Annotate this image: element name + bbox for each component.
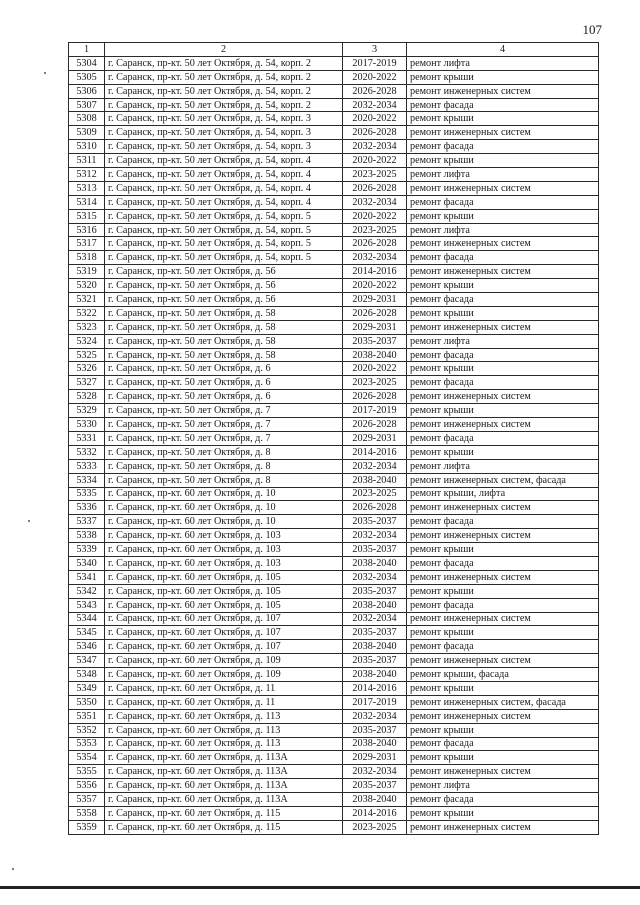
cell-work-type: ремонт крыши [407, 723, 599, 737]
cell-number: 5353 [69, 737, 105, 751]
table-row [69, 418, 599, 432]
cell-work-type: ремонт фасада [407, 737, 599, 751]
cell-work-type: ремонт фасада [407, 348, 599, 362]
cell-address: г. Саранск, пр-кт. 50 лет Октября, д. 6 [105, 390, 343, 404]
cell-number: 5337 [69, 515, 105, 529]
cell-period: 2026-2028 [343, 84, 407, 98]
table-row [69, 362, 599, 376]
cell-work-type: ремонт инженерных систем [407, 765, 599, 779]
cell-address: г. Саранск, пр-кт. 50 лет Октября, д. 7 [105, 418, 343, 432]
cell-address: г. Саранск, пр-кт. 60 лет Октября, д. 113 [105, 737, 343, 751]
cell-number: 5323 [69, 320, 105, 334]
cell-work-type: ремонт инженерных систем [407, 612, 599, 626]
cell-period: 2035-2037 [343, 584, 407, 598]
cell-address: г. Саранск, пр-кт. 60 лет Октября, д. 113А [105, 779, 343, 793]
cell-number: 5346 [69, 640, 105, 654]
cell-work-type: ремонт крыши, фасада [407, 668, 599, 682]
cell-work-type: ремонт крыши [407, 543, 599, 557]
cell-address: г. Саранск, пр-кт. 50 лет Октября, д. 54, корп. 2 [105, 56, 343, 70]
cell-address: г. Саранск, пр-кт. 50 лет Октября, д. 54, корп. 5 [105, 237, 343, 251]
cell-work-type: ремонт инженерных систем, фасада [407, 473, 599, 487]
table-row [69, 806, 599, 820]
cell-work-type: ремонт крыши [407, 154, 599, 168]
cell-number: 5325 [69, 348, 105, 362]
cell-work-type: ремонт фасада [407, 98, 599, 112]
cell-address: г. Саранск, пр-кт. 50 лет Октября, д. 54, корп. 5 [105, 251, 343, 265]
cell-work-type: ремонт лифта [407, 779, 599, 793]
cell-work-type: ремонт инженерных систем [407, 265, 599, 279]
cell-period: 2026-2028 [343, 501, 407, 515]
table-row [69, 181, 599, 195]
registry-table [68, 42, 599, 835]
cell-number: 5310 [69, 140, 105, 154]
cell-period: 2023-2025 [343, 168, 407, 182]
cell-number: 5349 [69, 681, 105, 695]
table-row [69, 306, 599, 320]
cell-period: 2032-2034 [343, 251, 407, 265]
cell-number: 5324 [69, 334, 105, 348]
scan-speck [28, 520, 30, 522]
cell-address: г. Саранск, пр-кт. 50 лет Октября, д. 54, корп. 4 [105, 168, 343, 182]
cell-period: 2023-2025 [343, 376, 407, 390]
cell-work-type: ремонт крыши [407, 404, 599, 418]
cell-period: 2038-2040 [343, 737, 407, 751]
cell-number: 5311 [69, 154, 105, 168]
cell-work-type: ремонт инженерных систем [407, 654, 599, 668]
cell-address: г. Саранск, пр-кт. 60 лет Октября, д. 107 [105, 612, 343, 626]
cell-number: 5341 [69, 570, 105, 584]
cell-period: 2029-2031 [343, 293, 407, 307]
cell-period: 2014-2016 [343, 806, 407, 820]
cell-period: 2026-2028 [343, 418, 407, 432]
cell-work-type: ремонт инженерных систем [407, 126, 599, 140]
cell-period: 2020-2022 [343, 279, 407, 293]
cell-number: 5339 [69, 543, 105, 557]
cell-number: 5351 [69, 709, 105, 723]
cell-period: 2032-2034 [343, 709, 407, 723]
cell-work-type: ремонт фасада [407, 640, 599, 654]
table-header [69, 43, 599, 57]
cell-number: 5342 [69, 584, 105, 598]
table-row [69, 626, 599, 640]
table-row [69, 195, 599, 209]
cell-work-type: ремонт крыши [407, 279, 599, 293]
cell-period: 2038-2040 [343, 793, 407, 807]
cell-period: 2020-2022 [343, 154, 407, 168]
cell-period: 2017-2019 [343, 695, 407, 709]
table-row [69, 654, 599, 668]
cell-period: 2023-2025 [343, 487, 407, 501]
cell-work-type: ремонт крыши [407, 306, 599, 320]
cell-number: 5321 [69, 293, 105, 307]
cell-work-type: ремонт лифта [407, 56, 599, 70]
table-row [69, 556, 599, 570]
cell-period: 2014-2016 [343, 681, 407, 695]
table-row [69, 543, 599, 557]
cell-address: г. Саранск, пр-кт. 60 лет Октября, д. 113 [105, 709, 343, 723]
cell-address: г. Саранск, пр-кт. 50 лет Октября, д. 54, корп. 2 [105, 70, 343, 84]
cell-number: 5357 [69, 793, 105, 807]
table-row [69, 598, 599, 612]
table-row [69, 487, 599, 501]
cell-period: 2014-2016 [343, 265, 407, 279]
cell-work-type: ремонт фасада [407, 195, 599, 209]
cell-number: 5343 [69, 598, 105, 612]
cell-period: 2026-2028 [343, 390, 407, 404]
cell-work-type: ремонт инженерных систем [407, 390, 599, 404]
table-row [69, 334, 599, 348]
cell-number: 5355 [69, 765, 105, 779]
cell-address: г. Саранск, пр-кт. 60 лет Октября, д. 10 [105, 515, 343, 529]
cell-period: 2032-2034 [343, 459, 407, 473]
column-header-work-type: 4 [407, 43, 599, 57]
cell-work-type: ремонт фасада [407, 793, 599, 807]
table-row [69, 612, 599, 626]
cell-work-type: ремонт крыши [407, 362, 599, 376]
cell-period: 2023-2025 [343, 820, 407, 834]
cell-address: г. Саранск, пр-кт. 50 лет Октября, д. 7 [105, 404, 343, 418]
table-row [69, 112, 599, 126]
table-row [69, 376, 599, 390]
cell-period: 2035-2037 [343, 626, 407, 640]
table-row [69, 98, 599, 112]
table-row [69, 140, 599, 154]
cell-work-type: ремонт фасада [407, 293, 599, 307]
table-row [69, 751, 599, 765]
cell-number: 5336 [69, 501, 105, 515]
cell-period: 2026-2028 [343, 237, 407, 251]
cell-address: г. Саранск, пр-кт. 60 лет Октября, д. 10 [105, 487, 343, 501]
cell-period: 2035-2037 [343, 543, 407, 557]
cell-work-type: ремонт крыши [407, 751, 599, 765]
column-header-number: 1 [69, 43, 105, 57]
cell-period: 2038-2040 [343, 640, 407, 654]
cell-work-type: ремонт инженерных систем [407, 820, 599, 834]
cell-number: 5332 [69, 445, 105, 459]
cell-number: 5307 [69, 98, 105, 112]
cell-period: 2035-2037 [343, 515, 407, 529]
cell-number: 5350 [69, 695, 105, 709]
cell-number: 5348 [69, 668, 105, 682]
cell-period: 2029-2031 [343, 751, 407, 765]
cell-work-type: ремонт фасада [407, 431, 599, 445]
cell-period: 2032-2034 [343, 140, 407, 154]
cell-number: 5345 [69, 626, 105, 640]
cell-period: 2032-2034 [343, 612, 407, 626]
cell-work-type: ремонт фасада [407, 515, 599, 529]
cell-period: 2032-2034 [343, 765, 407, 779]
cell-number: 5358 [69, 806, 105, 820]
cell-address: г. Саранск, пр-кт. 50 лет Октября, д. 6 [105, 376, 343, 390]
cell-work-type: ремонт инженерных систем [407, 570, 599, 584]
cell-number: 5322 [69, 306, 105, 320]
cell-period: 2032-2034 [343, 98, 407, 112]
cell-work-type: ремонт фасада [407, 251, 599, 265]
cell-number: 5334 [69, 473, 105, 487]
cell-period: 2014-2016 [343, 445, 407, 459]
cell-period: 2029-2031 [343, 320, 407, 334]
table-row [69, 293, 599, 307]
cell-number: 5316 [69, 223, 105, 237]
table-row [69, 709, 599, 723]
cell-address: г. Саранск, пр-кт. 60 лет Октября, д. 105 [105, 598, 343, 612]
cell-work-type: ремонт инженерных систем [407, 84, 599, 98]
cell-number: 5359 [69, 820, 105, 834]
cell-address: г. Саранск, пр-кт. 50 лет Октября, д. 54, корп. 3 [105, 126, 343, 140]
cell-period: 2035-2037 [343, 779, 407, 793]
table-row [69, 793, 599, 807]
cell-work-type: ремонт инженерных систем, фасада [407, 695, 599, 709]
cell-number: 5329 [69, 404, 105, 418]
scan-edge-line [0, 886, 640, 889]
table-row [69, 779, 599, 793]
cell-work-type: ремонт лифта [407, 459, 599, 473]
table-row [69, 320, 599, 334]
cell-address: г. Саранск, пр-кт. 50 лет Октября, д. 56 [105, 293, 343, 307]
cell-work-type: ремонт крыши [407, 626, 599, 640]
cell-period: 2020-2022 [343, 70, 407, 84]
table-row [69, 279, 599, 293]
cell-address: г. Саранск, пр-кт. 50 лет Октября, д. 6 [105, 362, 343, 376]
cell-address: г. Саранск, пр-кт. 50 лет Октября, д. 58 [105, 334, 343, 348]
cell-address: г. Саранск, пр-кт. 60 лет Октября, д. 103 [105, 529, 343, 543]
cell-address: г. Саранск, пр-кт. 60 лет Октября, д. 107 [105, 640, 343, 654]
table-row [69, 695, 599, 709]
cell-period: 2017-2019 [343, 404, 407, 418]
cell-address: г. Саранск, пр-кт. 50 лет Октября, д. 58 [105, 320, 343, 334]
cell-period: 2026-2028 [343, 126, 407, 140]
cell-number: 5309 [69, 126, 105, 140]
table-row [69, 126, 599, 140]
cell-work-type: ремонт крыши [407, 681, 599, 695]
cell-work-type: ремонт крыши, лифта [407, 487, 599, 501]
cell-work-type: ремонт инженерных систем [407, 320, 599, 334]
cell-address: г. Саранск, пр-кт. 50 лет Октября, д. 54, корп. 5 [105, 223, 343, 237]
cell-address: г. Саранск, пр-кт. 50 лет Октября, д. 8 [105, 445, 343, 459]
cell-period: 2017-2019 [343, 56, 407, 70]
table-row [69, 681, 599, 695]
cell-address: г. Саранск, пр-кт. 60 лет Октября, д. 107 [105, 626, 343, 640]
cell-period: 2035-2037 [343, 654, 407, 668]
cell-number: 5326 [69, 362, 105, 376]
cell-address: г. Саранск, пр-кт. 50 лет Октября, д. 56 [105, 265, 343, 279]
table-row [69, 154, 599, 168]
cell-address: г. Саранск, пр-кт. 60 лет Октября, д. 113А [105, 751, 343, 765]
cell-period: 2032-2034 [343, 195, 407, 209]
cell-work-type: ремонт крыши [407, 209, 599, 223]
table-row [69, 723, 599, 737]
cell-work-type: ремонт инженерных систем [407, 709, 599, 723]
cell-work-type: ремонт лифта [407, 334, 599, 348]
cell-address: г. Саранск, пр-кт. 60 лет Октября, д. 113А [105, 765, 343, 779]
cell-address: г. Саранск, пр-кт. 60 лет Октября, д. 103 [105, 543, 343, 557]
cell-number: 5352 [69, 723, 105, 737]
cell-number: 5333 [69, 459, 105, 473]
cell-number: 5331 [69, 431, 105, 445]
cell-address: г. Саранск, пр-кт. 60 лет Октября, д. 113 [105, 723, 343, 737]
cell-work-type: ремонт фасада [407, 140, 599, 154]
cell-number: 5347 [69, 654, 105, 668]
table-row [69, 445, 599, 459]
table-row [69, 529, 599, 543]
table-row [69, 251, 599, 265]
cell-period: 2038-2040 [343, 473, 407, 487]
cell-period: 2038-2040 [343, 556, 407, 570]
cell-number: 5335 [69, 487, 105, 501]
cell-address: г. Саранск, пр-кт. 50 лет Октября, д. 54, корп. 4 [105, 195, 343, 209]
table-row [69, 265, 599, 279]
cell-address: г. Саранск, пр-кт. 60 лет Октября, д. 11 [105, 681, 343, 695]
table-row [69, 501, 599, 515]
cell-work-type: ремонт инженерных систем [407, 181, 599, 195]
table-row [69, 348, 599, 362]
table-row [69, 459, 599, 473]
cell-work-type: ремонт фасада [407, 556, 599, 570]
cell-work-type: ремонт фасада [407, 376, 599, 390]
cell-address: г. Саранск, пр-кт. 60 лет Октября, д. 105 [105, 570, 343, 584]
table-row [69, 237, 599, 251]
cell-number: 5340 [69, 556, 105, 570]
table-row [69, 765, 599, 779]
cell-number: 5320 [69, 279, 105, 293]
cell-address: г. Саранск, пр-кт. 50 лет Октября, д. 8 [105, 473, 343, 487]
cell-address: г. Саранск, пр-кт. 50 лет Октября, д. 56 [105, 279, 343, 293]
header-row [69, 43, 599, 57]
cell-number: 5308 [69, 112, 105, 126]
scan-speck [44, 72, 46, 74]
cell-address: г. Саранск, пр-кт. 60 лет Октября, д. 115 [105, 820, 343, 834]
table-row [69, 640, 599, 654]
cell-period: 2032-2034 [343, 529, 407, 543]
column-header-period: 3 [343, 43, 407, 57]
column-header-address: 2 [105, 43, 343, 57]
cell-address: г. Саранск, пр-кт. 50 лет Октября, д. 54, корп. 2 [105, 98, 343, 112]
table-row [69, 668, 599, 682]
table-row [69, 584, 599, 598]
cell-address: г. Саранск, пр-кт. 60 лет Октября, д. 11 [105, 695, 343, 709]
cell-address: г. Саранск, пр-кт. 60 лет Октября, д. 103 [105, 556, 343, 570]
cell-period: 2026-2028 [343, 306, 407, 320]
cell-address: г. Саранск, пр-кт. 60 лет Октября, д. 109 [105, 668, 343, 682]
cell-period: 2029-2031 [343, 431, 407, 445]
cell-period: 2038-2040 [343, 598, 407, 612]
cell-period: 2035-2037 [343, 723, 407, 737]
cell-period: 2020-2022 [343, 209, 407, 223]
cell-number: 5356 [69, 779, 105, 793]
scan-speck [12, 868, 14, 870]
cell-address: г. Саранск, пр-кт. 60 лет Октября, д. 10 [105, 501, 343, 515]
table-row [69, 390, 599, 404]
cell-address: г. Саранск, пр-кт. 50 лет Октября, д. 54, корп. 4 [105, 181, 343, 195]
table-row [69, 737, 599, 751]
table-row [69, 431, 599, 445]
cell-period: 2038-2040 [343, 348, 407, 362]
cell-work-type: ремонт фасада [407, 598, 599, 612]
cell-address: г. Саранск, пр-кт. 50 лет Октября, д. 54, корп. 4 [105, 154, 343, 168]
table-row [69, 209, 599, 223]
page-number: 107 [582, 22, 602, 37]
cell-work-type: ремонт крыши [407, 70, 599, 84]
cell-address: г. Саранск, пр-кт. 50 лет Октября, д. 8 [105, 459, 343, 473]
table-row [69, 404, 599, 418]
cell-address: г. Саранск, пр-кт. 60 лет Октября, д. 105 [105, 584, 343, 598]
cell-number: 5338 [69, 529, 105, 543]
cell-address: г. Саранск, пр-кт. 50 лет Октября, д. 58 [105, 306, 343, 320]
cell-period: 2035-2037 [343, 334, 407, 348]
cell-work-type: ремонт инженерных систем [407, 237, 599, 251]
table-row [69, 223, 599, 237]
cell-period: 2038-2040 [343, 668, 407, 682]
cell-number: 5313 [69, 181, 105, 195]
table-row [69, 570, 599, 584]
cell-work-type: ремонт инженерных систем [407, 529, 599, 543]
cell-address: г. Саранск, пр-кт. 60 лет Октября, д. 113А [105, 793, 343, 807]
cell-number: 5328 [69, 390, 105, 404]
cell-work-type: ремонт крыши [407, 584, 599, 598]
cell-address: г. Саранск, пр-кт. 60 лет Октября, д. 109 [105, 654, 343, 668]
cell-work-type: ремонт инженерных систем [407, 418, 599, 432]
table-row [69, 473, 599, 487]
cell-number: 5318 [69, 251, 105, 265]
cell-period: 2032-2034 [343, 570, 407, 584]
cell-number: 5312 [69, 168, 105, 182]
cell-number: 5305 [69, 70, 105, 84]
cell-work-type: ремонт крыши [407, 445, 599, 459]
table-row [69, 56, 599, 70]
cell-work-type: ремонт крыши [407, 112, 599, 126]
cell-number: 5319 [69, 265, 105, 279]
table-row [69, 515, 599, 529]
cell-number: 5317 [69, 237, 105, 251]
cell-period: 2020-2022 [343, 112, 407, 126]
cell-address: г. Саранск, пр-кт. 50 лет Октября, д. 54, корп. 5 [105, 209, 343, 223]
cell-period: 2020-2022 [343, 362, 407, 376]
cell-number: 5344 [69, 612, 105, 626]
cell-number: 5315 [69, 209, 105, 223]
cell-number: 5304 [69, 56, 105, 70]
table-body [69, 56, 599, 834]
cell-address: г. Саранск, пр-кт. 50 лет Октября, д. 54, корп. 3 [105, 112, 343, 126]
cell-number: 5327 [69, 376, 105, 390]
cell-period: 2026-2028 [343, 181, 407, 195]
cell-number: 5354 [69, 751, 105, 765]
cell-address: г. Саранск, пр-кт. 50 лет Октября, д. 58 [105, 348, 343, 362]
table-row [69, 84, 599, 98]
cell-address: г. Саранск, пр-кт. 60 лет Октября, д. 115 [105, 806, 343, 820]
cell-address: г. Саранск, пр-кт. 50 лет Октября, д. 54, корп. 2 [105, 84, 343, 98]
cell-period: 2023-2025 [343, 223, 407, 237]
cell-work-type: ремонт лифта [407, 223, 599, 237]
cell-address: г. Саранск, пр-кт. 50 лет Октября, д. 7 [105, 431, 343, 445]
cell-number: 5306 [69, 84, 105, 98]
cell-work-type: ремонт инженерных систем [407, 501, 599, 515]
cell-address: г. Саранск, пр-кт. 50 лет Октября, д. 54, корп. 3 [105, 140, 343, 154]
table-row [69, 820, 599, 834]
cell-number: 5330 [69, 418, 105, 432]
table-row [69, 168, 599, 182]
cell-work-type: ремонт лифта [407, 168, 599, 182]
cell-number: 5314 [69, 195, 105, 209]
table-row [69, 70, 599, 84]
cell-work-type: ремонт крыши [407, 806, 599, 820]
